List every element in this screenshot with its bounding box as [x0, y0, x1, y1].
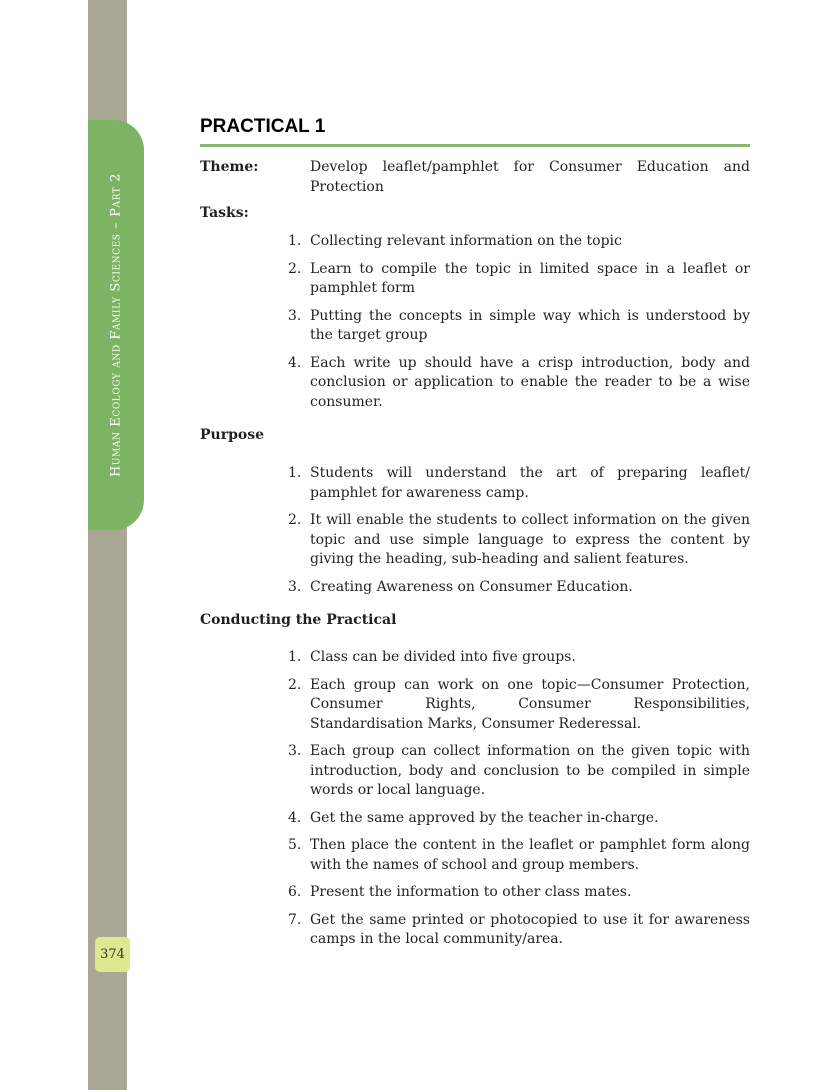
list-item	[200, 464, 750, 503]
item-number: 1.	[288, 233, 302, 249]
list-item	[200, 742, 750, 801]
theme-text: Develop leaflet/pamphlet for Consumer Education and Protection	[310, 159, 750, 195]
item-text: Class can be divided into five groups.	[310, 649, 576, 665]
purpose-list	[200, 464, 750, 605]
item-text: Get the same printed or photocopied to use it for awareness camps in the local community/area.	[310, 911, 750, 947]
item-text: Creating Awareness on Consumer Education.	[310, 578, 633, 595]
tasks-list	[200, 232, 750, 420]
item-text: Each group can collect information on the given topic with introduction, body and conclusion to be compiled in simple words or local language.	[310, 743, 750, 798]
theme-label: Theme:	[200, 159, 259, 175]
item-number: 4.	[288, 809, 302, 826]
list-item	[200, 511, 750, 570]
item-number: 5.	[288, 837, 302, 853]
list-item	[200, 676, 750, 735]
item-text: Collecting relevant information on the topic	[310, 233, 622, 249]
tasks-label: Tasks:	[200, 205, 249, 221]
list-item	[200, 809, 750, 829]
list-item	[200, 578, 750, 598]
running-head: Human Ecology and Family Sciences – Part 2	[108, 173, 124, 477]
list-item	[200, 836, 750, 875]
item-number: 2.	[288, 260, 302, 277]
item-number: 2.	[288, 512, 302, 528]
item-number: 6.	[288, 884, 302, 900]
list-item	[200, 883, 750, 903]
item-number: 1.	[288, 649, 302, 665]
item-text: Putting the concepts in simple way which is understood by the target group	[310, 307, 750, 343]
purpose-label: Purpose	[200, 427, 264, 443]
item-number: 3.	[288, 307, 302, 324]
item-text: Each group can work on one topic—Consumer Protection, Consumer Rights, Consumer Responsibilities, Standardisation Marks, Consumer Rederessal.	[310, 676, 750, 732]
list-item	[200, 911, 750, 950]
item-number: 2.	[288, 676, 302, 693]
page-number: 374	[95, 937, 130, 972]
conducting-list	[200, 648, 750, 958]
item-number: 7.	[288, 911, 302, 928]
conducting-label: Conducting the Practical	[200, 612, 397, 628]
page-title: PRACTICAL 1	[200, 116, 326, 137]
item-text: Then place the content in the leaflet or pamphlet form along with the names of school and group members.	[310, 837, 750, 873]
item-number: 3.	[288, 578, 302, 595]
list-item	[200, 354, 750, 413]
title-divider	[200, 144, 750, 147]
item-text: Get the same approved by the teacher in-charge.	[310, 809, 659, 826]
item-number: 4.	[288, 354, 302, 371]
item-number: 1.	[288, 465, 302, 481]
list-item	[200, 307, 750, 346]
item-text: Present the information to other class mates.	[310, 884, 632, 900]
item-text: It will enable the students to collect information on the given topic and use simple language to express the content by giving the heading, sub-heading and salient features.	[310, 512, 750, 567]
list-item	[200, 648, 750, 668]
list-item	[200, 232, 750, 252]
list-item	[200, 260, 750, 299]
item-text: Each write up should have a crisp introduction, body and conclusion or application to enable the reader to be a wise consumer.	[310, 354, 750, 410]
item-number: 3.	[288, 743, 302, 759]
item-text: Learn to compile the topic in limited space in a leaflet or pamphlet form	[310, 260, 750, 296]
item-text: Students will understand the art of preparing leaflet/ pamphlet for awareness camp.	[310, 465, 750, 501]
